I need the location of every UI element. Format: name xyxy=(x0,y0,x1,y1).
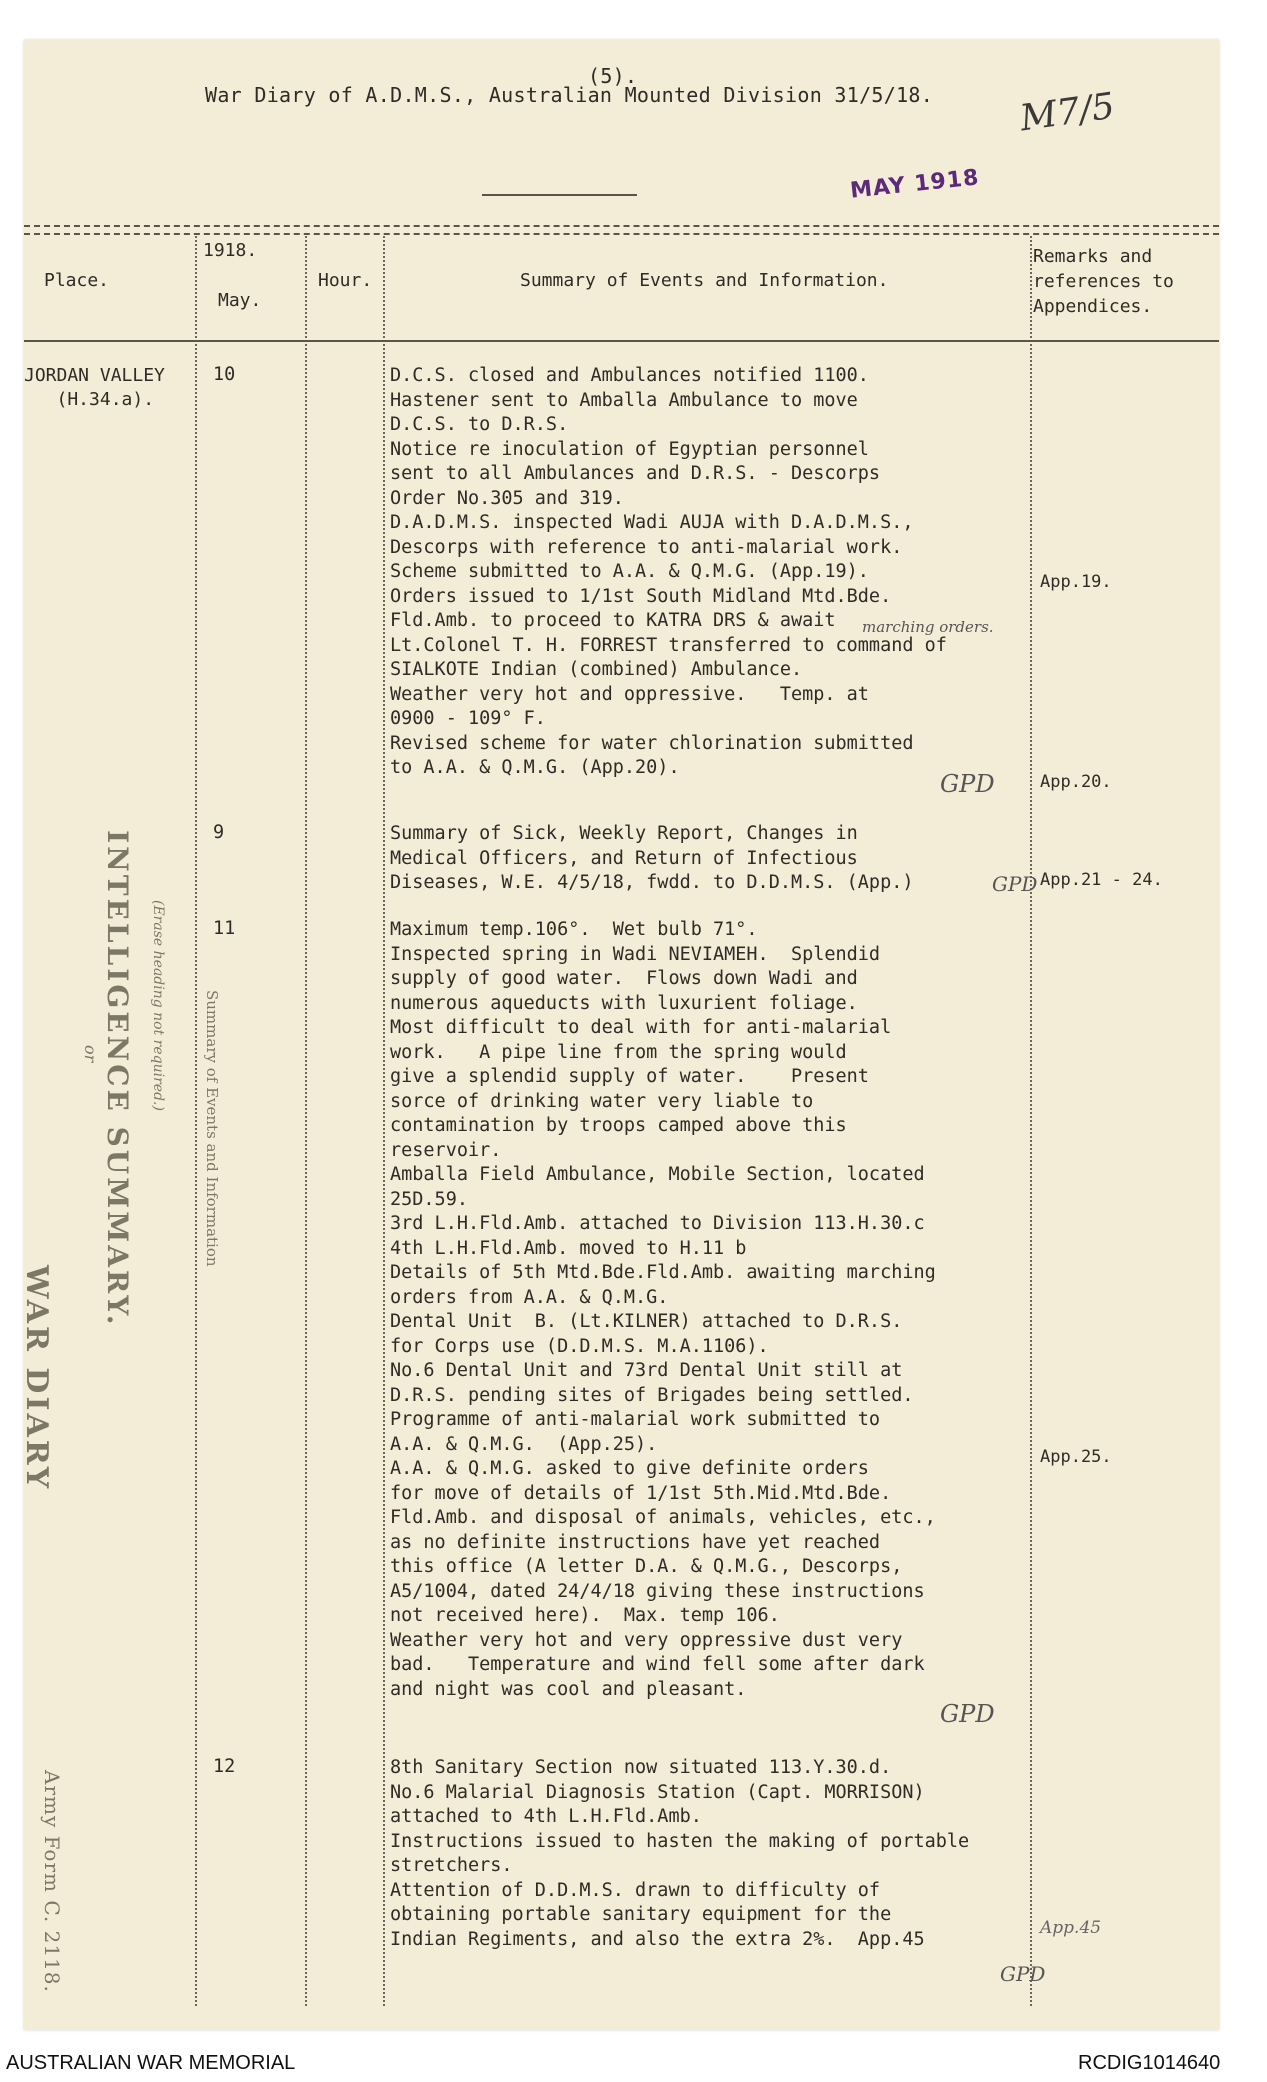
column-place: Place. xyxy=(44,270,110,291)
divider-place xyxy=(195,236,197,2006)
initials-entry-12: GPD xyxy=(1000,1962,1046,1986)
header-rule-top xyxy=(24,225,1219,227)
handwritten-reference: M7/5 xyxy=(1017,85,1118,140)
divider-date xyxy=(305,236,307,2006)
entry-date-9: 9 xyxy=(213,822,225,843)
remark-app-25: App.25. xyxy=(1040,1447,1112,1467)
remark-app-20: App.20. xyxy=(1040,772,1112,792)
entry-date-12: 12 xyxy=(213,1756,236,1777)
divider-hour xyxy=(383,236,385,2006)
form-title: WAR DIARY xyxy=(19,1265,54,1492)
remark-app-21-24: App.21 - 24. xyxy=(1040,870,1163,890)
title-underline xyxy=(482,194,637,196)
form-note: (Erase heading not required.) xyxy=(150,900,166,1111)
entry-date-10: 10 xyxy=(213,364,236,385)
initials-entry-11: GPD xyxy=(940,1700,995,1728)
form-subtitle: INTELLIGENCE SUMMARY. xyxy=(101,830,134,1328)
remark-app-19: App.19. xyxy=(1040,572,1112,592)
initials-entry-9: GPD xyxy=(992,872,1038,896)
date-stamp: MAY 1918 xyxy=(849,165,981,204)
form-number: Army Form C. 2118. xyxy=(40,1770,64,1993)
entry-text-9: Summary of Sick, Weekly Report, Changes in Medical Officers, and Return of Infectious Diseases, W.E. 4/5/18, fwdd. to D.D.M.S. (App.) xyxy=(390,823,914,893)
entry-text-10: D.C.S. closed and Ambulances notified 1100. Hastener sent to Amballa Ambulance to move D.C.S. to D.R.S. Notice re inoculation of Egyptian personnel sent to all Ambulances and D.R.S. - Descorps Order No.305 and 319. D.A.D.M.S. inspected Wadi AUJA with D.A.D.M.S., Descorps with reference to anti-malarial work. Scheme submitted to A.A. & Q.M.G. (App.19). Orders issued to 1/1st South Midland Mtd.Bde. Fld.Amb. to proceed to KATRA DRS & await Lt.Colonel T. H. FORREST transferred to command of SIALKOTE Indian (combined) Ambulance. Weather very hot and oppressive. Temp. at 0900 - 109° F. Revised scheme for water chlorination submitted to A.A. & Q.M.G. (App.20). xyxy=(390,365,947,778)
page-number: (5). xyxy=(588,64,638,88)
form-or: or xyxy=(81,1045,100,1063)
footer-id: RCDIG1014640 xyxy=(1078,2052,1221,2074)
initials-entry-10: GPD xyxy=(940,770,995,798)
footer-source: AUSTRALIAN WAR MEMORIAL xyxy=(6,2052,296,2074)
header-bottom-rule xyxy=(24,340,1219,342)
column-year: 1918. xyxy=(203,240,258,261)
divider-summary xyxy=(1030,236,1032,2006)
form-summary-col: Summary of Events and Information xyxy=(203,990,221,1267)
handwritten-marching-orders: marching orders. xyxy=(862,618,994,636)
column-hour: Hour. xyxy=(318,270,373,291)
entry-date-11: 11 xyxy=(213,918,236,939)
header-rule-bottom xyxy=(24,233,1219,235)
column-remarks: Remarks and references to Appendices. xyxy=(1033,246,1174,317)
entry-text-11: Maximum temp.106°. Wet bulb 71°. Inspected spring in Wadi NEVIAMEH. Splendid supply of good water. Flows down Wadi and numerous aqueducts with luxurient foliage. Most difficult to deal with for anti-malarial work. A pipe line from the spring would give a splendid supply of water. Present sorce of drinking water very liable to contamination by troops camped above this reservoir. Amballa Field Ambulance, Mobile Section, located 25D.59. 3rd L.H.Fld.Amb. attached to Division 113.H.30.c 4th L.H.Fld.Amb. moved to H.11 b Details of 5th Mtd.Bde.Fld.Amb. awaiting marching orders from A.A. & Q.M.G. Dental Unit B. (Lt.KILNER) attached to D.R.S. for Corps use (D.D.M.S. M.A.1106). No.6 Dental Unit and 73rd Dental Unit still at D.R.S. pending sites of Brigades being settled. Programme of anti-malarial work submitted to A.A. & Q.M.G. (App.25). A.A. & Q.M.G. asked to give definite orders for move of details of 1/1st 5th.Mid.Mtd.Bde. Fld.Amb. and disposal of animals, vehicles, etc., as no definite instructions have yet reached this office (A letter D.A. & Q.M.G., Descorps, A5/1004, dated 24/4/18 giving these instructions not received here). Max. temp 106. Weather very hot and very oppressive dust very bad. Temperature and wind fell some after dark and night was cool and pleasant. xyxy=(390,919,936,1700)
place-entry: JORDAN VALLEY (H.34.a). xyxy=(24,365,165,410)
entry-text-12: 8th Sanitary Section now situated 113.Y.30.d. No.6 Malarial Diagnosis Station (Capt. MORRISON) attached to 4th L.H.Fld.Amb. Instructions issued to hasten the making of portable stretchers. Attention of D.D.M.S. drawn to difficulty of obtaining portable sanitary equipment for the Indian Regiments, and also the extra 2%. App.45 xyxy=(390,1757,970,1950)
column-month: May. xyxy=(218,290,262,311)
page-title: War Diary of A.D.M.S., Australian Mounted Division 31/5/18. xyxy=(205,83,934,107)
column-summary: Summary of Events and Information. xyxy=(520,270,889,291)
remark-app-45: App.45 xyxy=(1040,1918,1102,1938)
